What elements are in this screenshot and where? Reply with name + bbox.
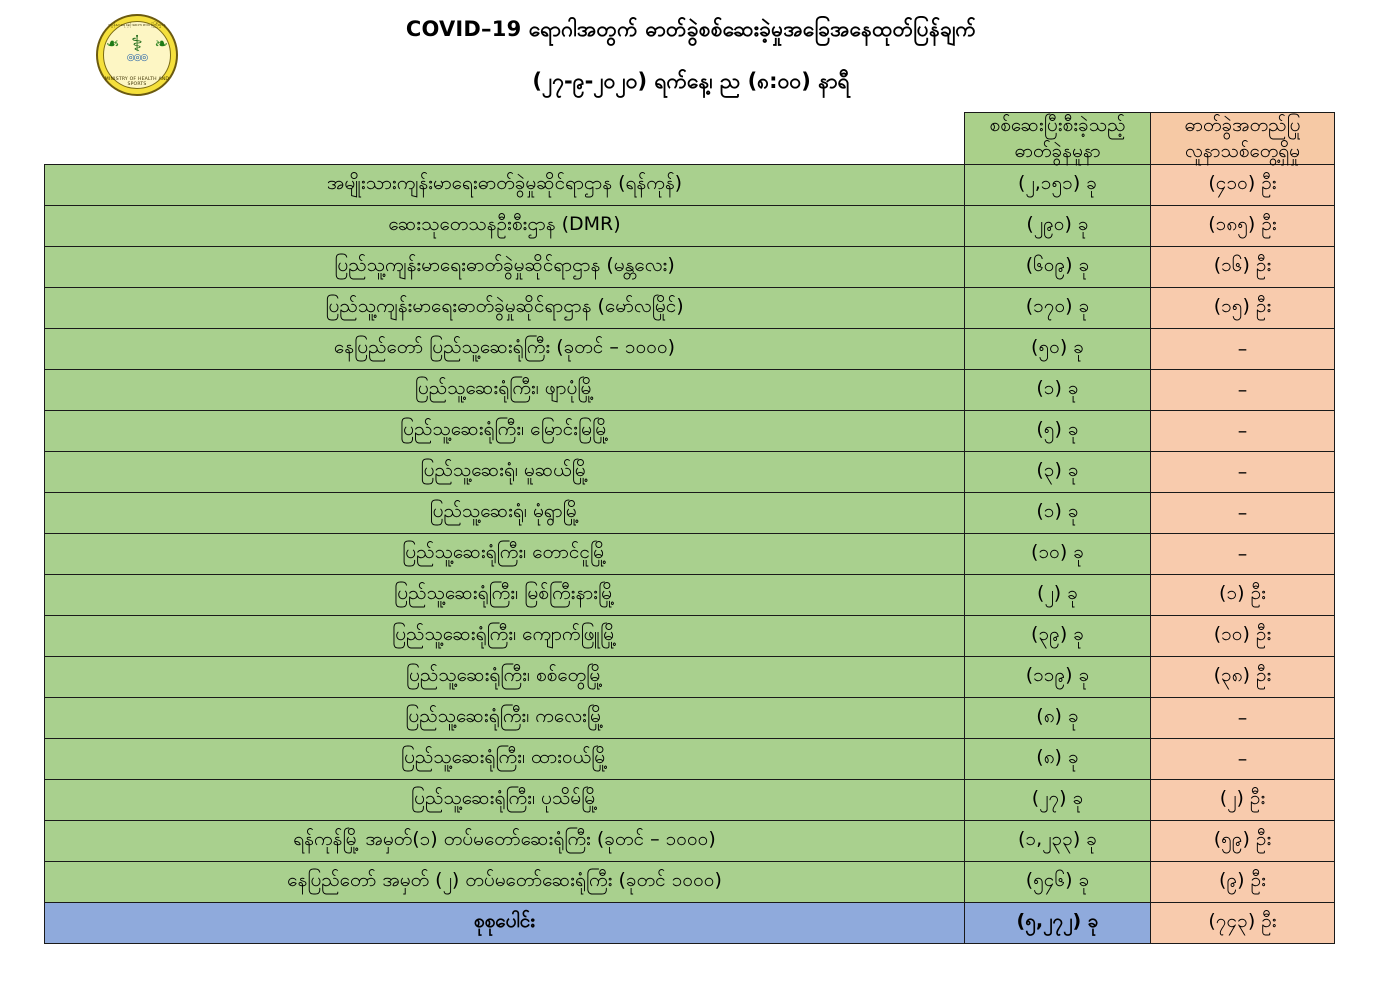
header-tested-samples — [965, 113, 1151, 165]
tested-count: (၁၁၉) ခု — [965, 657, 1151, 698]
tested-count: (၁) ခု — [965, 370, 1151, 411]
header-tested-line2: ဓာတ်ခွဲနမူနာ — [1014, 139, 1101, 162]
tested-count: (၃) ခု — [965, 452, 1151, 493]
new-count: (၅၉) ဦး — [1151, 821, 1335, 862]
page-title: COVID–19 ရောဂါအတွက် ဓာတ်ခွဲစစ်ဆေးခဲ့မှုအခြေအနေထုတ်ပြန်ချက် — [405, 17, 977, 41]
table-row — [45, 206, 1335, 247]
tested-count: (၅၄၆) ခု — [965, 862, 1151, 903]
table-row — [45, 329, 1335, 370]
new-count: (၂) ဦး — [1151, 780, 1335, 821]
tested-count: (၁) ခု — [965, 493, 1151, 534]
table-row — [45, 657, 1335, 698]
new-count: (၁၀) ဦး — [1151, 616, 1335, 657]
new-count: – — [1151, 411, 1335, 452]
lab-name: ပြည်သူ့ဆေးရုံကြီး၊ ဖျာပုံမြို့ — [45, 370, 965, 411]
lab-name: ပြည်သူ့ဆေးရုံကြီး၊ တောင်ငူမြို့ — [45, 534, 965, 575]
new-count: (၁) ဦး — [1151, 575, 1335, 616]
header-blank-cell — [45, 113, 965, 165]
header-tested-line1: စစ်ဆေးပြီးစီးခဲ့သည့် — [989, 114, 1126, 136]
lab-name: နေပြည်တော် အမှတ် (၂) တပ်မတော်ဆေးရုံကြီး (ခုတင် ၁၀၀၀) — [45, 862, 965, 903]
lab-testing-table — [44, 112, 1335, 944]
laurel-right-icon: ❧ — [154, 34, 168, 53]
new-count: – — [1151, 370, 1335, 411]
lab-name: ပြည်သူ့ကျန်းမာရေးဓာတ်ခွဲမှုဆိုင်ရာဌာန (မော်လမြိုင်) — [45, 288, 965, 329]
table-body — [45, 165, 1335, 944]
tested-count: (၈) ခု — [965, 739, 1151, 780]
header-new-line2: လူနာသစ်တွေ့ရှိမှု — [1184, 139, 1301, 162]
seal-text-top: ကျန်းမာရေးနှင့်အားကစားဝန်ကြီးဌာန — [108, 22, 166, 27]
caduceus-icon: ⚕ — [131, 32, 143, 58]
table-row — [45, 411, 1335, 452]
new-count: (၄၁၀) ဦး — [1151, 165, 1335, 206]
table-row — [45, 575, 1335, 616]
tested-count: (၁၇၀) ခု — [965, 288, 1151, 329]
new-count: – — [1151, 493, 1335, 534]
laurel-left-icon: ❧ — [106, 34, 120, 53]
lab-name: ဆေးသုတေသနဦးစီးဌာန (DMR) — [45, 206, 965, 247]
table-row — [45, 247, 1335, 288]
table-row — [45, 534, 1335, 575]
tested-count: (၁၀) ခု — [965, 534, 1151, 575]
lab-name: ပြည်သူ့ဆေးရုံကြီး၊ မြစ်ကြီးနားမြို့ — [45, 575, 965, 616]
tested-count: (၂၇) ခု — [965, 780, 1151, 821]
lab-name: အမျိုးသားကျန်းမာရေးဓာတ်ခွဲမှုဆိုင်ရာဌာန (ရန်ကုန်) — [45, 165, 965, 206]
tested-count: (၅) ခု — [965, 411, 1151, 452]
lab-name: ပြည်သူ့ဆေးရုံကြီး၊ ထားဝယ်မြို့ — [45, 739, 965, 780]
new-count: – — [1151, 698, 1335, 739]
tested-count: (၆၀၉) ခု — [965, 247, 1151, 288]
table-row — [45, 616, 1335, 657]
tested-count: (၈) ခု — [965, 698, 1151, 739]
total-label: စုစုပေါင်း — [45, 903, 965, 944]
seal-text-bottom: MINISTRY OF HEALTH AND SPORTS — [104, 76, 170, 87]
table-row — [45, 739, 1335, 780]
table-row — [45, 288, 1335, 329]
table-row — [45, 370, 1335, 411]
new-count: (၁၈၅) ဦး — [1151, 206, 1335, 247]
new-count: (၉) ဦး — [1151, 862, 1335, 903]
olympic-rings-icon: ◎◎◎ — [126, 53, 148, 64]
table-header-row — [45, 113, 1335, 165]
header-new-confirmed — [1151, 113, 1335, 165]
table-row — [45, 862, 1335, 903]
lab-name: ပြည်သူ့ဆေးရုံကြီး၊ မြောင်းမြမြို့ — [45, 411, 965, 452]
table-row — [45, 165, 1335, 206]
table-row — [45, 698, 1335, 739]
lab-name: ပြည်သူ့ဆေးရုံကြီး၊ ပုသိမ်မြို့ — [45, 780, 965, 821]
lab-name: ပြည်သူ့ဆေးရုံကြီး၊ ကျောက်ဖြူမြို့ — [45, 616, 965, 657]
table-row — [45, 493, 1335, 534]
tested-count: (၂) ခု — [965, 575, 1151, 616]
tested-count: (၁,၂၃၃) ခု — [965, 821, 1151, 862]
tested-count: (၅၀) ခု — [965, 329, 1151, 370]
lab-name: ပြည်သူ့ဆေးရုံ၊ မူဆယ်မြို့ — [45, 452, 965, 493]
table-row — [45, 452, 1335, 493]
new-count: (၁၅) ဦး — [1151, 288, 1335, 329]
header-new-line1: ဓာတ်ခွဲအတည်ပြု — [1184, 114, 1301, 136]
table-row — [45, 821, 1335, 862]
tested-count: (၂၉၀) ခု — [965, 206, 1151, 247]
new-count: – — [1151, 329, 1335, 370]
total-new-count: (၇၄၃) ဦး — [1151, 903, 1335, 944]
total-tested-count: (၅,၂၇၂) ခု — [965, 903, 1151, 944]
lab-name: ပြည်သူ့ဆေးရုံကြီး၊ ကလေးမြို့ — [45, 698, 965, 739]
lab-name: ပြည်သူ့ဆေးရုံ၊ မုံရွာမြို့ — [45, 493, 965, 534]
new-count: – — [1151, 452, 1335, 493]
tested-count: (၃၉) ခု — [965, 616, 1151, 657]
lab-name: နေပြည်တော် ပြည်သူ့ဆေးရုံကြီး (ခုတင် – ၁၀၀၀) — [45, 329, 965, 370]
page-subtitle: (၂၇-၉-၂၀၂၀) ရက်နေ့၊ ည (၈:၀၀) နာရီ — [532, 69, 850, 93]
new-count: – — [1151, 739, 1335, 780]
new-count: (၃၈) ဦး — [1151, 657, 1335, 698]
lab-name: ပြည်သူ့ဆေးရုံကြီး၊ စစ်တွေမြို့ — [45, 657, 965, 698]
tested-count: (၂,၁၅၁) ခု — [965, 165, 1151, 206]
table-row — [45, 780, 1335, 821]
new-count: – — [1151, 534, 1335, 575]
lab-name: ပြည်သူ့ကျန်းမာရေးဓာတ်ခွဲမှုဆိုင်ရာဌာန (မန္တလေး) — [45, 247, 965, 288]
lab-name: ရန်ကုန်မြို့ အမှတ်(၁) တပ်မတော်ဆေးရုံကြီး (ခုတင် – ၁၀၀၀) — [45, 821, 965, 862]
table-total-row — [45, 903, 1335, 944]
new-count: (၁၆) ဦး — [1151, 247, 1335, 288]
